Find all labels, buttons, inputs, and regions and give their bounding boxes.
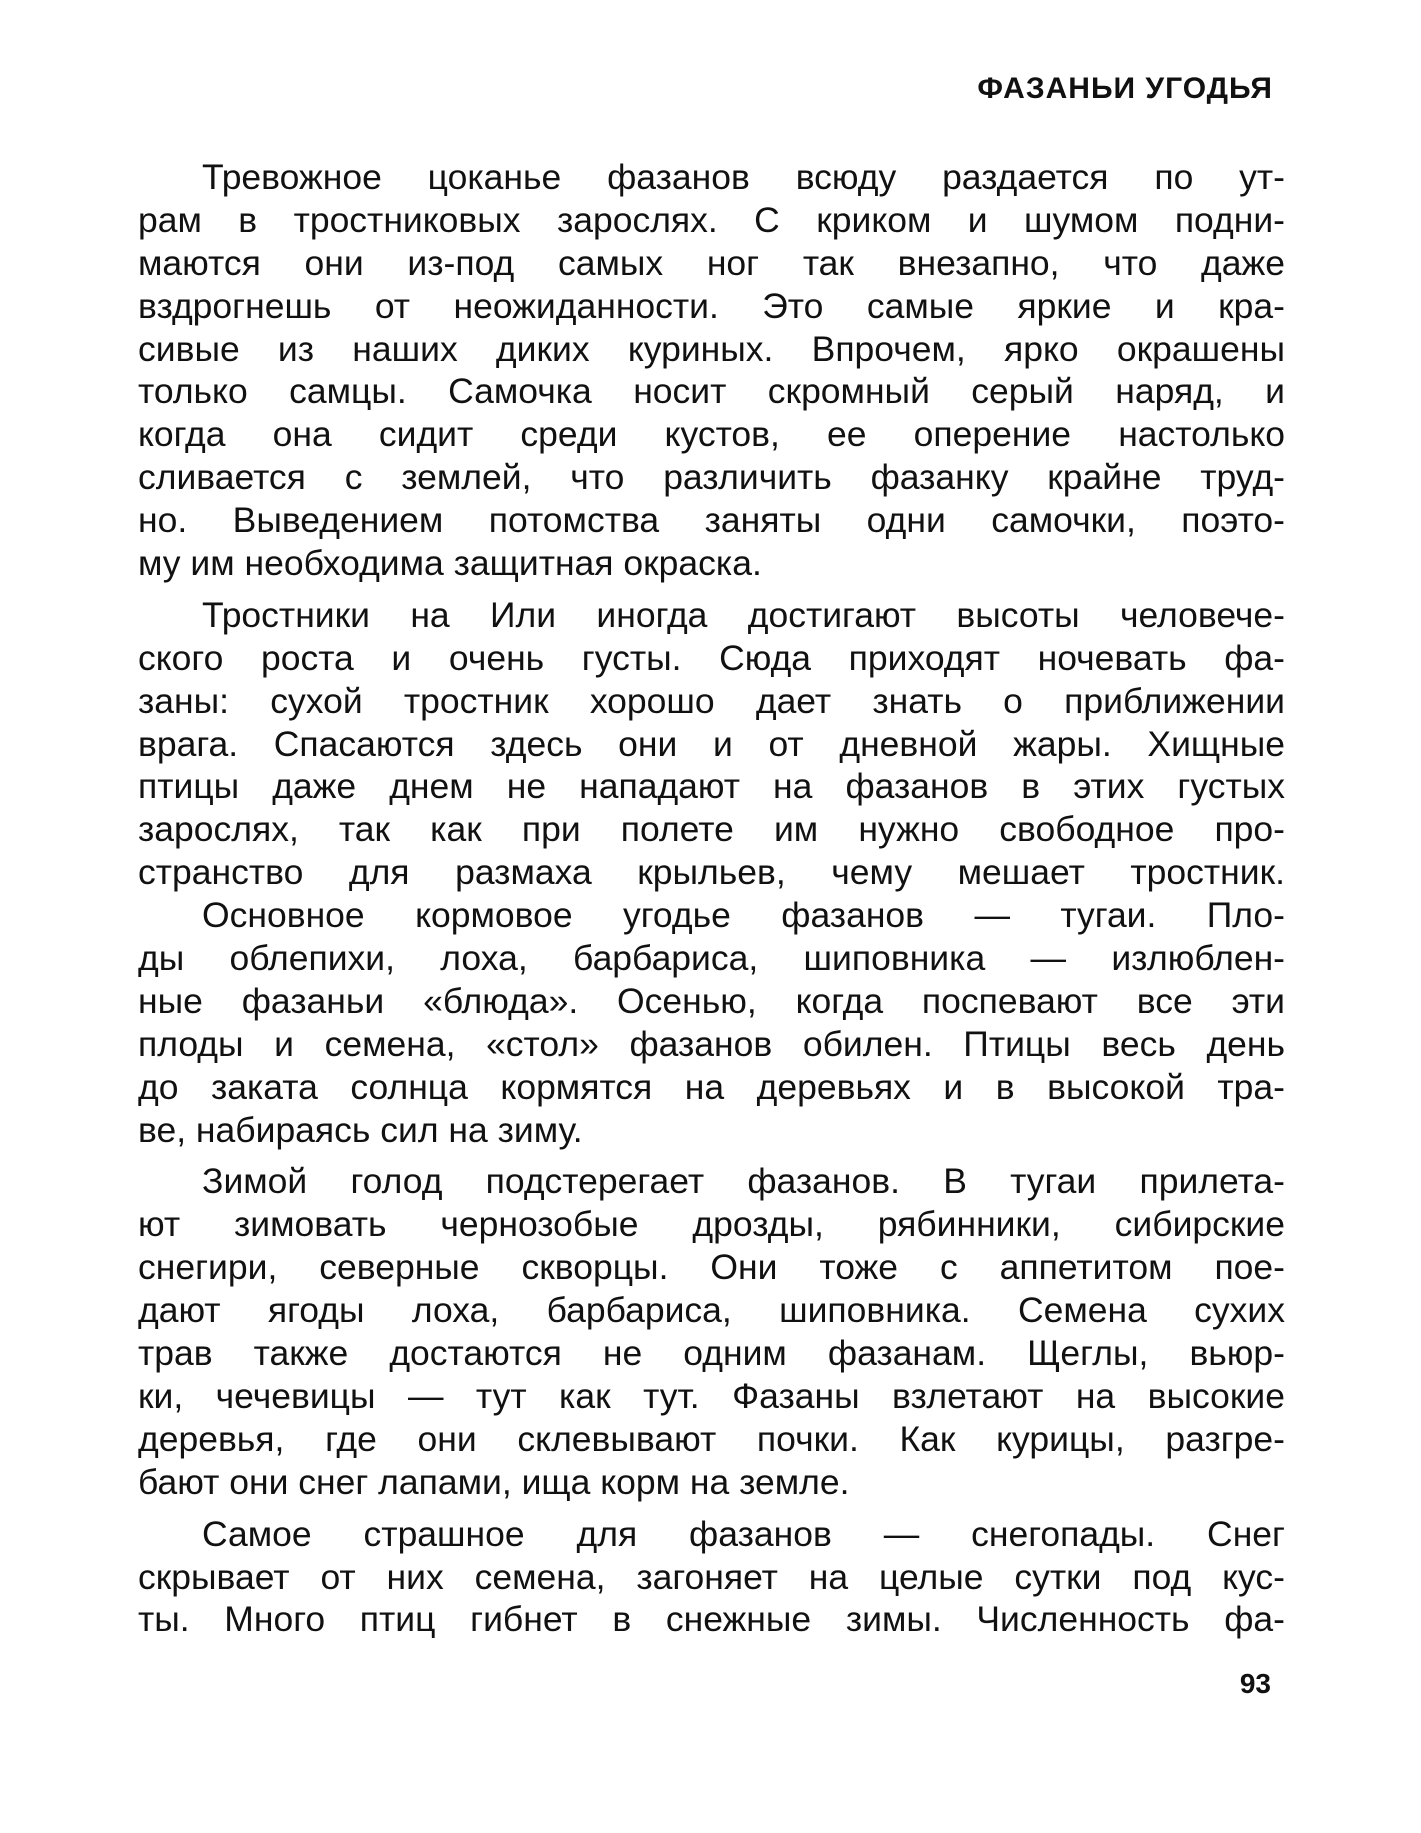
text-line: Тростники на Или иногда достигают высоты человече- bbox=[202, 594, 1285, 635]
text-line: ве, набираясь сил на зиму. bbox=[138, 1109, 583, 1150]
text-line: вздрогнешь от неожиданности. Это самые яркие и кра- bbox=[138, 285, 1285, 326]
text-line: Основное кормовое угодье фазанов — тугаи. Пло- bbox=[202, 895, 1285, 936]
text-line: рам в тростниковых зарослях. С криком и шумом подни- bbox=[138, 199, 1285, 240]
text-line: ют зимовать чернозобые дрозды, рябинники, сибирские bbox=[138, 1204, 1285, 1245]
running-head: ФАЗАНЬИ УГОДЬЯ bbox=[977, 72, 1273, 105]
text-line: деревья, где они склевывают почки. Как курицы, разгре- bbox=[138, 1418, 1285, 1459]
text-line: скрывает от них семена, загоняет на целые сутки под кус- bbox=[138, 1556, 1285, 1597]
text-line: дают ягоды лоха, барбариса, шиповника. Семена сухих bbox=[138, 1290, 1285, 1331]
text-line: снегири, северные скворцы. Они тоже с аппетитом пое- bbox=[138, 1247, 1285, 1288]
text-line: плоды и семена, «стол» фазанов обилен. Птицы весь день bbox=[138, 1023, 1285, 1064]
text-line: но. Выведением потомства заняты одни самочки, поэто- bbox=[138, 500, 1285, 541]
text-line: Тревожное цоканье фазанов всюду раздается по ут- bbox=[202, 157, 1285, 197]
text-line: му им необходима защитная окраска. bbox=[138, 543, 762, 584]
text-line: врага. Спасаются здесь они и от дневной жары. Хищные bbox=[138, 723, 1285, 764]
text-line: до заката солнца кормятся на деревьях и в высокой тра- bbox=[138, 1066, 1285, 1107]
paragraph bbox=[138, 594, 1285, 894]
paragraph bbox=[138, 1513, 1285, 1642]
text-block bbox=[138, 156, 1285, 1641]
text-line: ского роста и очень густы. Сюда приходят ночевать фа- bbox=[138, 637, 1285, 678]
paragraph bbox=[138, 894, 1285, 1151]
text-line: ные фазаньи «блюда». Осенью, когда поспевают все эти bbox=[138, 980, 1285, 1021]
page-number: 93 bbox=[1239, 1668, 1271, 1699]
text-line: ки, чечевицы — тут как тут. Фазаны взлетают на высокие bbox=[138, 1375, 1285, 1416]
text-line: маются они из-под самых ног так внезапно, что даже bbox=[138, 242, 1285, 283]
text-line: зарослях, так как при полете им нужно свободное про- bbox=[138, 809, 1285, 850]
text-line: сливается с землей, что различить фазанку крайне труд- bbox=[138, 457, 1285, 498]
text-line: сивые из наших диких куриных. Впрочем, ярко окрашены bbox=[138, 328, 1285, 369]
text-line: заны: сухой тростник хорошо дает знать о приближении bbox=[138, 680, 1285, 721]
text-line: птицы даже днем не нападают на фазанов в этих густых bbox=[138, 766, 1285, 807]
text-line: только самцы. Самочка носит скромный серый наряд, и bbox=[138, 371, 1285, 412]
text-line: ды облепихи, лоха, барбариса, шиповника — излюблен- bbox=[138, 938, 1285, 979]
text-line: трав также достаются не одним фазанам. Щеглы, вьюр- bbox=[138, 1333, 1285, 1374]
text-line: Зимой голод подстерегает фазанов. В тугаи прилета- bbox=[202, 1161, 1285, 1202]
text-line: бают они снег лапами, ища корм на земле. bbox=[138, 1461, 850, 1502]
paragraph bbox=[138, 1160, 1285, 1503]
text-line: ты. Много птиц гибнет в снежные зимы. Численность фа- bbox=[138, 1599, 1285, 1640]
text-line: Самое страшное для фазанов — снегопады. Снег bbox=[202, 1513, 1285, 1554]
text-line: когда она сидит среди кустов, ее оперение настолько bbox=[138, 414, 1285, 455]
paragraph bbox=[138, 156, 1285, 585]
text-line: странство для размаха крыльев, чему мешает тростник. bbox=[138, 852, 1285, 893]
